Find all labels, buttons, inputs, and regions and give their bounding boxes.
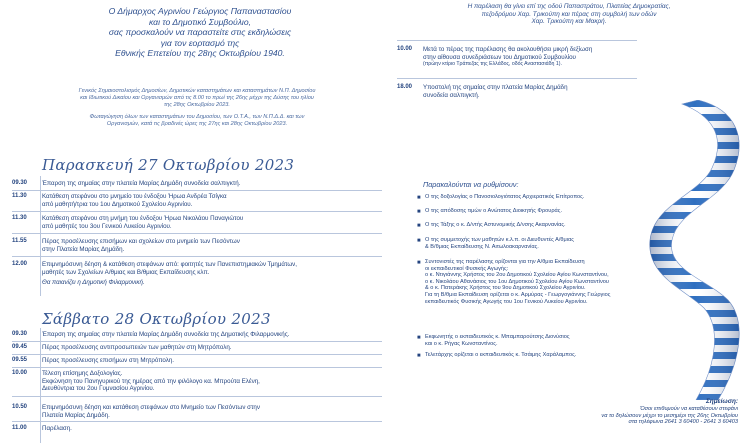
event-text: στην Πλατεία Μαρίας Δημάδη.	[42, 245, 125, 253]
bullet-icon: ■	[417, 334, 421, 341]
event-text: Πλατεία Μαρίας Δημάδη.	[42, 411, 110, 419]
intro-line: σας προσκαλούν να παραστείτε στις εκδηλώσεις	[108, 27, 292, 38]
event-time: 11.30	[12, 193, 27, 199]
bullet-icon: ■	[417, 237, 421, 244]
bullet-icon: ■	[417, 194, 421, 201]
intro-line: Εθνικής Επετείου της 28ης Οκτωβρίου 1940.	[115, 48, 285, 59]
lighting-note	[12, 114, 382, 128]
divider	[12, 354, 382, 355]
instruction-text: και ο κ. Ρήγας Κωνσταντίνος.	[425, 340, 498, 347]
divider	[40, 328, 41, 443]
parade-line: πεζοδρόμου Χαρ. Τρικούπη και πέρας στη συμβολή των οδών	[481, 10, 657, 18]
divider	[12, 190, 382, 191]
divider	[12, 256, 382, 257]
event-text: Έπαρση της σημαίας στην πλατεία Μαρίας Δημάδη συνοδεία της Δημοτικής Φιλαρμονικής.	[42, 331, 290, 338]
event-text: Τέλεση επίσημης Δοξολογίας.	[42, 370, 123, 377]
note-heading: Σημείωση:	[706, 398, 738, 405]
note-line: της 28ης Οκτωβρίου 2023.	[164, 101, 230, 108]
friday-heading: Παρασκευή 27 Οκτωβρίου 2023	[42, 156, 295, 174]
note-text: να το δηλώσουν μέχρι το μεσημέρι της 26ης Οκτωβρίου	[601, 412, 738, 419]
event-time: 11.55	[12, 238, 27, 244]
parade-route-info	[419, 3, 719, 26]
event-text: στην αίθουσα συνεδριάσεων του Δημοτικού Συμβουλίου	[423, 53, 576, 61]
event-text: Κατάθεση στεφάνου στο μνημείο του ένδοξου Ήρωα Ανδρέα Τσίγκα	[42, 193, 227, 200]
event-time: 09.55	[12, 357, 28, 363]
event-time: 10.00	[397, 46, 413, 52]
event-time: 09.45	[12, 344, 28, 350]
event-time: 11.30	[12, 215, 27, 221]
note-line: Οργανισμών, κατά τις βραδινές ώρες της 27ης και 28ης Οκτωβρίου 2023.	[106, 120, 288, 127]
divider	[12, 396, 382, 397]
flagging-note	[12, 88, 382, 108]
event-text: Υποστολή της σημαίας στην πλατεία Μαρίας Δημάδη	[423, 84, 568, 91]
event-text: μαθητές των Σχολείων Α/θμιας και Β/θμιας Εκπαίδευσης κλπ.	[42, 268, 210, 276]
divider	[397, 40, 637, 41]
instruction-text: ο κ. Νικολάου Αθανάσιος του 1ου Δημοτικού Σχολείου Αγίου Κωνσταντίνου	[425, 278, 609, 285]
bullet-icon: ■	[417, 259, 421, 266]
divider	[12, 341, 382, 342]
bullet-icon: ■	[417, 352, 421, 359]
bullet-icon: ■	[417, 222, 421, 229]
divider	[12, 233, 382, 234]
note-box	[601, 399, 738, 426]
band-note: Θα παιανίζει η Δημοτική Φιλαρμονική.	[42, 279, 145, 287]
note-line: Γενικός Σημαιοστολισμός Δημοσίων, Δημοτικών καταστημάτων και καταστημάτων Ν.Π. Δημοσίου	[78, 88, 316, 94]
event-text: Μετά το πέρας της παρέλασης θα ακολουθήσει μικρή δεξίωση	[423, 46, 593, 53]
instruction-text: & ο κ. Πατεράκης Χρήστος του 9ου Δημοτικού Σχολείου Αγρινίου.	[425, 285, 586, 292]
divider	[397, 78, 637, 79]
event-time: 12.00	[12, 261, 28, 267]
event-time: 18.00	[397, 84, 413, 90]
instructions-heading: Παρακαλούνται να ρυθμίσουν:	[423, 180, 519, 189]
event-text: Πέρας προσέλευσης επισήμων και σχολείων στο μνημείο των Πεσόντων	[42, 238, 240, 245]
saturday-heading: Σάββατο 28 Οκτωβρίου 2023	[42, 310, 271, 328]
instruction-text: Συντονιστές της παρέλασης ορίζονται για την Α/θμια Εκπαίδευση	[425, 259, 585, 265]
note-line: και Ιδιωτικού Δικαίου και Οργανισμών από τις 8.00 το πρωί της 26ης μέχρι της Δύσης του ηλίου	[80, 94, 314, 101]
event-text: Επιμνημόσυνη δέηση & κατάθεση στεφάνων από: φοιτητές των Πανεπιστημιακών Τμημάτων,	[42, 261, 297, 268]
intro-line: και το Δημοτικό Συμβούλιο,	[148, 16, 252, 27]
event-text: Κατάθεση στεφάνου στη μνήμη του ένδοξου Ήρωα Νικολάου Παναγιώτου	[42, 215, 244, 222]
event-text: συνοδεία σαλπιγκτή.	[423, 91, 480, 99]
note-text: στα τηλέφωνα 2641 3 60400 - 2641 3 60403	[628, 419, 738, 426]
instruction-text: Ο της δοξολογίας ο Πανοσιολογιότατος Αρχιερατικός Επίτροπος.	[425, 194, 585, 200]
event-time: 09.30	[12, 180, 28, 186]
event-text: Διευθύντρια του 2ου Γυμνασίου Αγρινίου.	[42, 385, 155, 393]
invitation-intro	[40, 6, 360, 59]
instruction-text: εκπαιδευτικός Φυσικής Αγωγής του 1ου Γενικού Λυκείου Αγρινίου.	[425, 298, 588, 305]
event-time: 11.00	[12, 425, 27, 431]
event-text: Έπαρση της σημαίας στην πλατεία Μαρίας Δημάδη συνοδεία σαλπιγκτή.	[42, 180, 241, 187]
instruction-text: & Β/θμιας Εκπαίδευσης Ν. Αιτωλοακαρνανίας.	[425, 243, 539, 250]
event-text: Εκφώνηση του Πανηγυρικού της ημέρας από την φιλόλογο κα. Μπρούτα Ελένη,	[42, 377, 260, 385]
instruction-text: Εκφωνητής ο εκπαιδευτικός κ. Μπαμπαρούτσης Διονύσιος	[425, 334, 570, 340]
event-subtext: (πρώην κτίριο Τράπεζας της Ελλάδος, οδός Αναστασιάδη 1).	[423, 61, 562, 68]
divider	[12, 211, 382, 212]
event-text: Πέρας προσέλευσης αντιπροσωπειών των μαθητών στη Μητρόπολη.	[42, 344, 232, 351]
instruction-text: Ο της Τάξης ο κ. Δ/ντής Αστυνομικής Δ/νσης Ακαρνανίας.	[425, 222, 566, 228]
event-text: από μαθητή/τρια του 1ου Δημοτικού Σχολείου Αγρινίου.	[42, 200, 193, 208]
event-text: Πέρας προσέλευσης επισήμων στη Μητρόπολη.	[42, 357, 174, 364]
divider	[40, 176, 41, 296]
note-line: Φωταγώγηση όλων των καταστημάτων του Δημοσίου, των Ο.Τ.Α., των Ν.Π.Δ.Δ. και των	[89, 114, 305, 120]
bullet-icon: ■	[417, 208, 421, 215]
instruction-text: Ο της συμμετοχής των μαθητών κ.λ.π. οι Διευθυντές Α/θμιας	[425, 237, 574, 243]
instruction-text: ο κ. Ντιγιάννης Χρήστος του 2ου Δημοτικού Σχολείου Αγίου Κωνσταντίνου,	[425, 272, 609, 279]
event-time: 10.00	[12, 370, 28, 376]
event-text: Επιμνημόσυνη δέηση και κατάθεση στεφάνων στο Μνημείο των Πεσόντων στην	[42, 404, 260, 411]
parade-line: Χαρ. Τρικούπη και Μακρή.	[531, 18, 607, 26]
intro-line: για τον εορτασμό της	[160, 37, 240, 48]
event-text: Παρέλαση.	[42, 425, 72, 432]
right-column	[395, 0, 746, 443]
divider	[12, 367, 382, 368]
event-time: 10.50	[12, 404, 28, 410]
instruction-text: Ο της απόδοσης τιμών ο Ανώτατος Διοικητής Φρουράς.	[425, 208, 563, 214]
divider	[12, 421, 382, 422]
instruction-text: Τελετάρχης ορίζεται ο εκπαιδευτικός κ. Τσάιμης Χαράλαμπος.	[425, 352, 577, 358]
event-text: από μαθητές του 3ου Γενικού Λυκείου Αγρινίου.	[42, 222, 172, 230]
instruction-text: Για τη Β/θμια Εκπαίδευση ορίζεται ο κ. Αρμύρας - Γεωργογιάννης Γεώργιος	[425, 291, 611, 298]
intro-line: Ο Δήμαρχος Αγρινίου Γεώργιος Παπαναστασίου	[108, 6, 292, 16]
instruction-text: οι εκπαιδευτικοί Φυσικής Αγωγής:	[425, 265, 509, 272]
note-text: Όσοι επιθυμούν να καταθέσουν στεφάνι	[640, 405, 738, 412]
event-time: 09.30	[12, 331, 28, 337]
parade-line: Η παρέλαση θα γίνει επί της οδού Παπαστράτου, Πλατείας Δημοκρατίας,	[467, 3, 671, 10]
